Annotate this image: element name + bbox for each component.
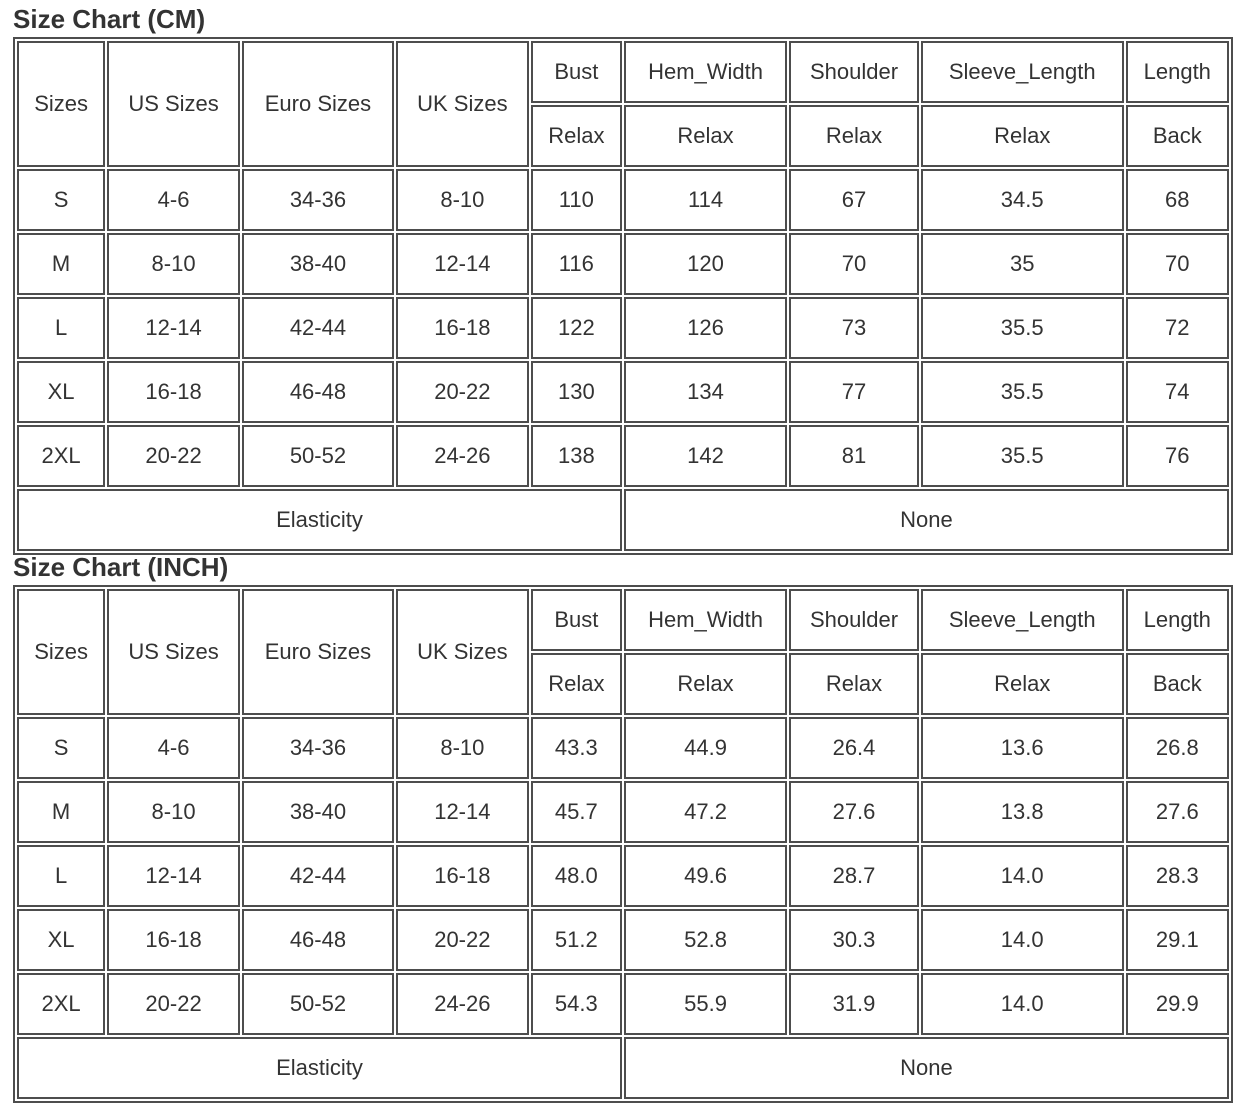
header-shoulder: Shoulder bbox=[789, 589, 919, 651]
size-chart-cm-title: Size Chart (CM) bbox=[13, 4, 206, 34]
table-cell: 48.0 bbox=[531, 845, 622, 907]
subheader-sleeve-length: Relax bbox=[921, 105, 1124, 167]
table-cell: 74 bbox=[1126, 361, 1229, 423]
table-row bbox=[17, 169, 1229, 231]
table-cell: 54.3 bbox=[531, 973, 622, 1035]
table-cell: 27.6 bbox=[789, 781, 919, 843]
table-cell: 16-18 bbox=[396, 297, 529, 359]
table-cell: 20-22 bbox=[396, 909, 529, 971]
table-cell: XL bbox=[17, 909, 105, 971]
table-cell: 8-10 bbox=[107, 233, 240, 295]
subheader-length: Back bbox=[1126, 105, 1229, 167]
table-cell: 14.0 bbox=[921, 909, 1124, 971]
table-cell: 12-14 bbox=[396, 781, 529, 843]
table-cell: 35.5 bbox=[921, 297, 1124, 359]
table-cell: 26.4 bbox=[789, 717, 919, 779]
subheader-shoulder: Relax bbox=[789, 653, 919, 715]
table-cell: 29.1 bbox=[1126, 909, 1229, 971]
table-cell: 13.6 bbox=[921, 717, 1124, 779]
header-length: Length bbox=[1126, 589, 1229, 651]
header-sizes: Sizes bbox=[17, 589, 105, 715]
table-cell: 2XL bbox=[17, 425, 105, 487]
header-euro-sizes: Euro Sizes bbox=[242, 41, 394, 167]
table-cell: 28.7 bbox=[789, 845, 919, 907]
table-cell: 20-22 bbox=[107, 973, 240, 1035]
table-row bbox=[17, 717, 1229, 779]
header-hem-width: Hem_Width bbox=[624, 589, 787, 651]
table-cell: 30.3 bbox=[789, 909, 919, 971]
table-cell: 28.3 bbox=[1126, 845, 1229, 907]
header-us-sizes: US Sizes bbox=[107, 41, 240, 167]
table-cell: 43.3 bbox=[531, 717, 622, 779]
table-cell: 34-36 bbox=[242, 717, 394, 779]
table-cell: S bbox=[17, 717, 105, 779]
subheader-hem-width: Relax bbox=[624, 105, 787, 167]
subheader-hem-width: Relax bbox=[624, 653, 787, 715]
header-shoulder: Shoulder bbox=[789, 41, 919, 103]
table-cell: 51.2 bbox=[531, 909, 622, 971]
subheader-bust: Relax bbox=[531, 105, 622, 167]
table-cell: 14.0 bbox=[921, 845, 1124, 907]
table-cell: 27.6 bbox=[1126, 781, 1229, 843]
header-sleeve-length: Sleeve_Length bbox=[921, 41, 1124, 103]
table-cell: 8-10 bbox=[396, 169, 529, 231]
header-euro-sizes: Euro Sizes bbox=[242, 589, 394, 715]
table-cell: 122 bbox=[531, 297, 622, 359]
elasticity-value: None bbox=[624, 1037, 1229, 1099]
elasticity-label: Elasticity bbox=[17, 489, 622, 551]
table-row bbox=[17, 781, 1229, 843]
table-cell: 4-6 bbox=[107, 169, 240, 231]
table-cell: 8-10 bbox=[396, 717, 529, 779]
header-sizes: Sizes bbox=[17, 41, 105, 167]
table-cell: 38-40 bbox=[242, 781, 394, 843]
table-cell: 42-44 bbox=[242, 845, 394, 907]
table-row bbox=[17, 297, 1229, 359]
table-cell: 13.8 bbox=[921, 781, 1124, 843]
table-cell: 134 bbox=[624, 361, 787, 423]
table-cell: 68 bbox=[1126, 169, 1229, 231]
size-chart-inch-title: Size Chart (INCH) bbox=[13, 552, 229, 582]
table-cell: 2XL bbox=[17, 973, 105, 1035]
size-chart-cm-table bbox=[13, 37, 1233, 555]
table-cell: 55.9 bbox=[624, 973, 787, 1035]
table-cell: 73 bbox=[789, 297, 919, 359]
table-cell: 110 bbox=[531, 169, 622, 231]
table-cell: M bbox=[17, 781, 105, 843]
table-cell: 45.7 bbox=[531, 781, 622, 843]
table-cell: 26.8 bbox=[1126, 717, 1229, 779]
table-cell: 38-40 bbox=[242, 233, 394, 295]
table-cell: L bbox=[17, 297, 105, 359]
table-cell: 14.0 bbox=[921, 973, 1124, 1035]
table-cell: 81 bbox=[789, 425, 919, 487]
table-cell: 12-14 bbox=[107, 297, 240, 359]
table-row bbox=[17, 845, 1229, 907]
table-cell: 50-52 bbox=[242, 425, 394, 487]
table-cell: 34.5 bbox=[921, 169, 1124, 231]
table-cell: 16-18 bbox=[396, 845, 529, 907]
table-cell: 12-14 bbox=[396, 233, 529, 295]
table-row bbox=[17, 909, 1229, 971]
table-cell: L bbox=[17, 845, 105, 907]
table-cell: 70 bbox=[1126, 233, 1229, 295]
table-cell: 20-22 bbox=[396, 361, 529, 423]
header-hem-width: Hem_Width bbox=[624, 41, 787, 103]
table-cell: 114 bbox=[624, 169, 787, 231]
table-row bbox=[17, 233, 1229, 295]
table-cell: 35.5 bbox=[921, 425, 1124, 487]
subheader-bust: Relax bbox=[531, 653, 622, 715]
table-cell: 35 bbox=[921, 233, 1124, 295]
table-cell: 130 bbox=[531, 361, 622, 423]
footer-row bbox=[17, 489, 1229, 551]
table-cell: 16-18 bbox=[107, 361, 240, 423]
table-cell: 24-26 bbox=[396, 425, 529, 487]
header-bust: Bust bbox=[531, 589, 622, 651]
table-cell: 50-52 bbox=[242, 973, 394, 1035]
subheader-length: Back bbox=[1126, 653, 1229, 715]
table-cell: 8-10 bbox=[107, 781, 240, 843]
table-cell: 46-48 bbox=[242, 909, 394, 971]
header-row bbox=[17, 589, 1229, 651]
table-cell: 29.9 bbox=[1126, 973, 1229, 1035]
table-cell: 72 bbox=[1126, 297, 1229, 359]
table-cell: 46-48 bbox=[242, 361, 394, 423]
table-cell: 49.6 bbox=[624, 845, 787, 907]
header-uk-sizes: UK Sizes bbox=[396, 41, 529, 167]
table-cell: 42-44 bbox=[242, 297, 394, 359]
table-cell: 120 bbox=[624, 233, 787, 295]
header-bust: Bust bbox=[531, 41, 622, 103]
table-cell: 67 bbox=[789, 169, 919, 231]
table-cell: 142 bbox=[624, 425, 787, 487]
table-cell: 52.8 bbox=[624, 909, 787, 971]
header-length: Length bbox=[1126, 41, 1229, 103]
table-cell: M bbox=[17, 233, 105, 295]
table-cell: 70 bbox=[789, 233, 919, 295]
table-cell: 138 bbox=[531, 425, 622, 487]
size-chart-inch-table bbox=[13, 585, 1233, 1103]
table-cell: 34-36 bbox=[242, 169, 394, 231]
table-cell: 116 bbox=[531, 233, 622, 295]
table-cell: 16-18 bbox=[107, 909, 240, 971]
header-sleeve-length: Sleeve_Length bbox=[921, 589, 1124, 651]
table-cell: 12-14 bbox=[107, 845, 240, 907]
header-row bbox=[17, 41, 1229, 103]
table-cell: 4-6 bbox=[107, 717, 240, 779]
table-cell: 20-22 bbox=[107, 425, 240, 487]
elasticity-value: None bbox=[624, 489, 1229, 551]
header-uk-sizes: UK Sizes bbox=[396, 589, 529, 715]
table-row bbox=[17, 361, 1229, 423]
table-cell: 31.9 bbox=[789, 973, 919, 1035]
header-us-sizes: US Sizes bbox=[107, 589, 240, 715]
subheader-sleeve-length: Relax bbox=[921, 653, 1124, 715]
table-cell: 76 bbox=[1126, 425, 1229, 487]
table-cell: S bbox=[17, 169, 105, 231]
table-cell: 126 bbox=[624, 297, 787, 359]
table-cell: 35.5 bbox=[921, 361, 1124, 423]
table-cell: 47.2 bbox=[624, 781, 787, 843]
subheader-shoulder: Relax bbox=[789, 105, 919, 167]
table-cell: 77 bbox=[789, 361, 919, 423]
table-cell: 24-26 bbox=[396, 973, 529, 1035]
table-cell: 44.9 bbox=[624, 717, 787, 779]
table-cell: XL bbox=[17, 361, 105, 423]
table-row bbox=[17, 425, 1229, 487]
table-row bbox=[17, 973, 1229, 1035]
elasticity-label: Elasticity bbox=[17, 1037, 622, 1099]
footer-row bbox=[17, 1037, 1229, 1099]
